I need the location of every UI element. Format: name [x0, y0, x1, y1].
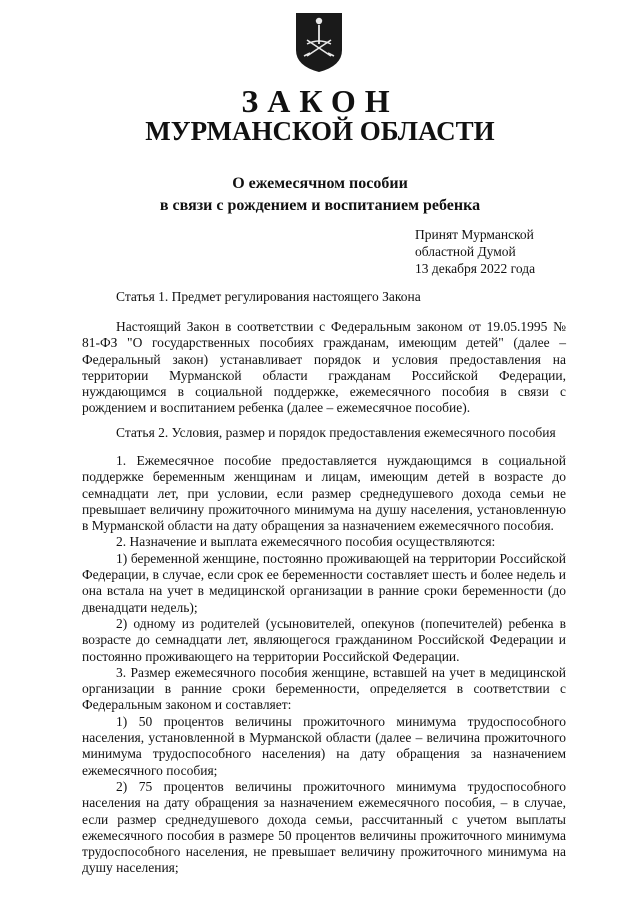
article-1-body: [82, 319, 566, 417]
law-title: ЗАКОН: [241, 83, 399, 119]
article-2-clause-1: 1. Ежемесячное пособие предоставляется нуждающимся в социальной поддержке беременным женщинам и лицам, имеющим детей в возрасте до семнадцати лет, при условии, если размер среднедушевого дохода семьи не превышает величину прожиточного минимума на душу населения, установленную в Мурманской области на дату обращения за назначением ежемесячного пособия.: [82, 453, 566, 534]
article-1-paragraph: Настоящий Закон в соответствии с Федеральным законом от 19.05.1995 № 81-ФЗ "О государственных пособиях гражданам, имеющим детей" (далее – Федеральный закон) устанавливает порядок и условия предоставления на территории Мурманской области гражданам Российской Федерации, нуждающимся в социальной поддержке, ежемесячного пособия в связи с рождением и воспитанием ребенка (далее – ежемесячное пособие).: [82, 319, 566, 416]
adopted-line-2: областной Думой: [415, 244, 516, 259]
coat-of-arms-icon: [293, 10, 345, 74]
law-subject: [0, 173, 640, 217]
adopted-date: 13 декабря 2022 года: [415, 261, 536, 276]
subject-line-2: в связи с рождением и воспитанием ребенка: [159, 197, 481, 214]
article-2-clause-2-item-2: 2) одному из родителей (усыновителей, опекунов (попечителей) ребенка в возрасте до семнадцати лет, являющегося гражданином Российской Федерации и постоянно проживающего на территории Российской Федерации.: [82, 615, 566, 664]
article-2-clause-3: 3. Размер ежемесячного пособия женщине, вставшей на учет в медицинской организации в ранние сроки беременности, определяется в соответствии с Федеральным законом и составляет:: [82, 664, 566, 713]
article-1-heading: Статья 1. Предмет регулирования настоящего Закона: [116, 289, 421, 304]
article-2-clause-2-item-1: 1) беременной женщине, постоянно проживающей на территории Российской Федерации, в случае, если срок ее беременности составляет шесть и более недель и она встала на учет в медицинской организации в ранние сроки беременности (до двенадцати недель);: [82, 550, 566, 615]
article-2-heading: Статья 2. Условия, размер и порядок предоставления ежемесячного пособия: [116, 425, 556, 440]
subject-line-1: О ежемесячном пособии: [232, 175, 408, 192]
adoption-block: [415, 226, 625, 277]
article-2-clause-2: 2. Назначение и выплата ежемесячного пособия осуществляются:: [116, 534, 496, 550]
adopted-line-1: Принят Мурманской: [415, 227, 534, 242]
article-2-body: [82, 453, 566, 877]
region-title: МУРМАНСКОЙ ОБЛАСТИ: [145, 116, 495, 146]
article-2-clause-3-item-2: 2) 75 процентов величины прожиточного минимума трудоспособного населения на дату обращения за назначением ежемесячного пособия, – в случае, если размер среднедушевого дохода семьи, рассчитанный с учетом выплаты ежемесячного пособия в размере 50 процентов величины прожиточного минимума трудоспособного населения, не превышает величину прожиточного минимума на душу населения;: [82, 778, 566, 876]
article-2-clause-3-item-1: 1) 50 процентов величины прожиточного минимума трудоспособного населения, установленной в Мурманской области (далее – величина прожиточного минимума трудоспособного населения) на дату обращения за назначением ежемесячного пособия;: [82, 713, 566, 778]
